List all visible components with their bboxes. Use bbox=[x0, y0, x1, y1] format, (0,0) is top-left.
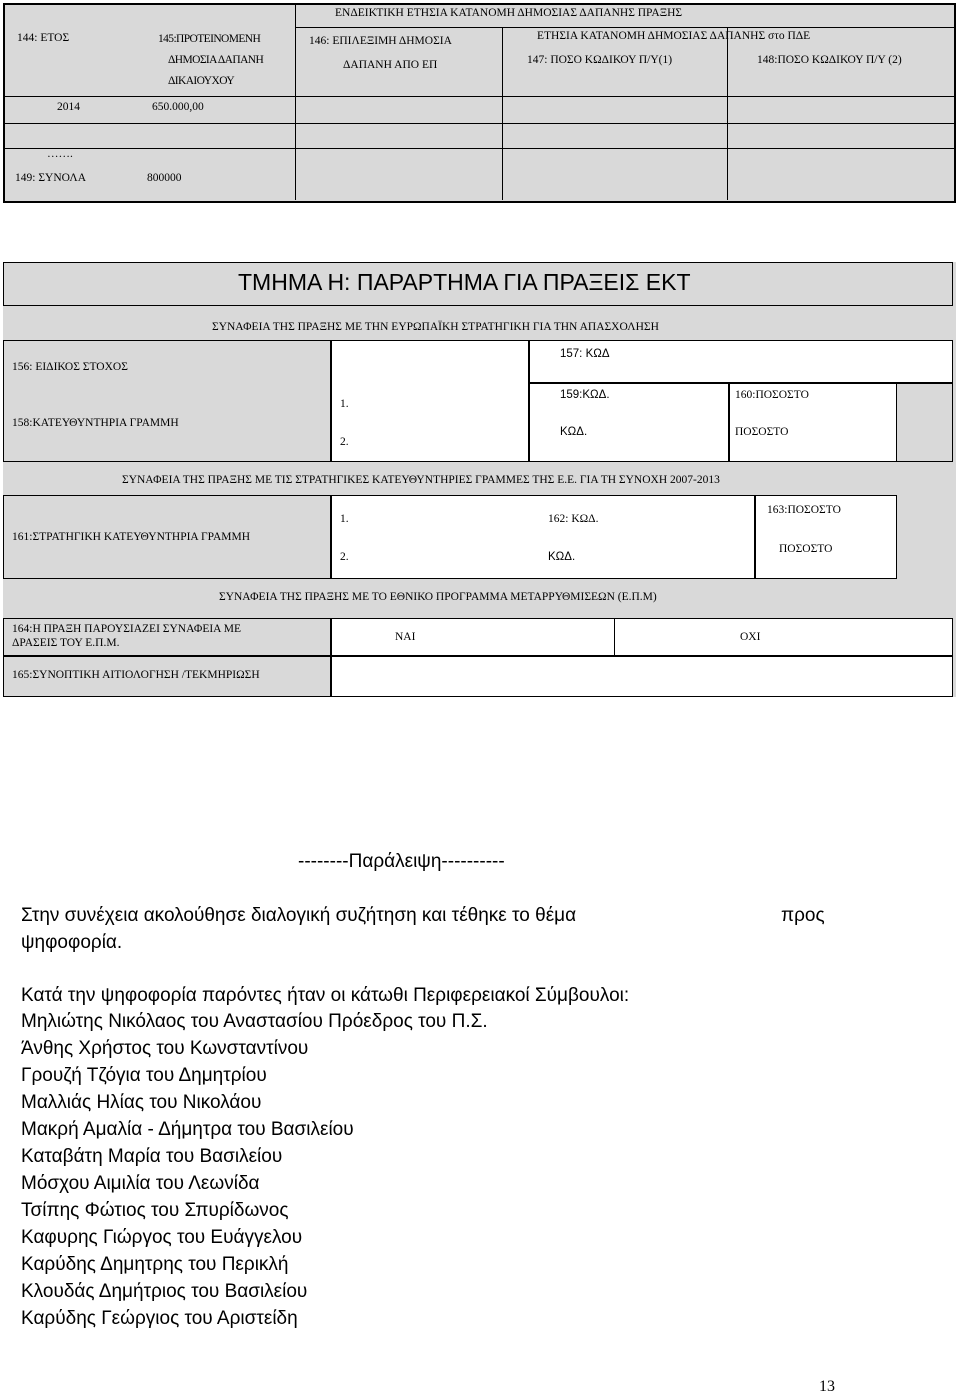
col-146-line-2: ΔΑΠΑΝΗ ΑΠΟ ΕΠ bbox=[343, 59, 438, 71]
paragraph-2: Κατά την ψηφοφορία παρόντες ήταν οι κάτωθι Περιφερειακοί Σύμβουλοι: bbox=[21, 985, 630, 1006]
row-amount-cell: 650.000,00 bbox=[152, 101, 204, 113]
field-165-label: 165:ΣΥΝΟΠΤΙΚΗ ΑΙΤΙΟΛΟΓΗΣΗ /ΤΕΚΜΗΡΙΩΣΗ bbox=[12, 669, 260, 681]
annual-allocation-title: ΕΝΔΕΙΚΤΙΚΗ ΕΤΗΣΙΑ ΚΑΤΑΝΟΜΗ ΔΗΜΟΣΙΑΣ ΔΑΠΑΝΗΣ ΠΡΑΞΗΣ bbox=[335, 7, 683, 19]
field-165-entry[interactable] bbox=[331, 656, 953, 697]
col-147-header: 147: ΠΟΣΟ ΚΩΔΙΚΟΥ Π/Υ(1) bbox=[527, 54, 673, 66]
member-item: Μόσχου Αιμιλία του Λεωνίδα bbox=[21, 1173, 260, 1194]
field-163-label: 163:ΠΟΣΟΣΤΟ bbox=[767, 504, 841, 516]
member-item: Κλουδάς Δημήτριος του Βασιλείου bbox=[21, 1281, 308, 1302]
col-145-line-2: ΔΗΜΟΣΙΑ ΔΑΠΑΝΗ bbox=[168, 54, 264, 66]
field-161-label: 161:ΣΤΡΑΤΗΓΙΚΗ ΚΑΤΕΥΘΥΝΤΗΡΙΑ ΓΡΑΜΜΗ bbox=[12, 531, 251, 543]
member-item: Καφυρης Γιώργος του Ευάγγελου bbox=[21, 1227, 303, 1248]
field-156-label: 156: ΕΙΔΙΚΟΣ ΣΤΟΧΟΣ bbox=[12, 361, 128, 373]
col-148-header: 148:ΠΟΣΟ ΚΩΔΙΚΟΥ Π/Υ (2) bbox=[757, 54, 902, 66]
field-164-label bbox=[12, 622, 241, 650]
member-item: Γρουζή Τζόγια του Δημητρίου bbox=[21, 1065, 267, 1086]
field-159-entry[interactable] bbox=[529, 383, 729, 462]
member-item: Μαλλιάς Ηλίας του Νικολάου bbox=[21, 1092, 262, 1113]
section-title: ΤΜΗΜΑ Η: ΠΑΡΑΡΤΗΜΑ ΓΙΑ ΠΡΑΞΕΙΣ ΕΚΤ bbox=[238, 269, 691, 295]
paragraph-1-line-2: ψηφοφορία. bbox=[21, 932, 123, 953]
field-162-label: 162: ΚΩΔ. bbox=[548, 513, 599, 525]
eu-strategy-header: ΣΥΝΑΦΕΙΑ ΤΗΣ ΠΡΑΞΗΣ ΜΕ ΤΗΝ ΕΥΡΩΠΑΪΚΗ ΣΤΡΑΤΗΓΙΚΗ ΓΙΑ ΤΗΝ ΑΠΑΣΧΟΛΗΣΗ bbox=[212, 321, 659, 333]
paragraph-1-line-1: Στην συνέχεια ακολούθησε διαλογική συζήτηση και τέθηκε το θέμα bbox=[21, 905, 577, 926]
annual-allocation-pde-header: ΕΤΗΣΙΑ ΚΑΤΑΝΟΜΗ ΔΗΜΟΣΙΑΣ ΔΑΠΑΝΗΣ στο ΠΔΕ bbox=[537, 30, 811, 42]
member-item: Καταβάτη Μαρία του Βασιλείου bbox=[21, 1146, 283, 1167]
member-item: Τσίπης Φώτιος του Σπυρίδωνος bbox=[21, 1200, 289, 1221]
col-145-line-3: ΔΙΚΑΙΟΥΧΟΥ bbox=[168, 75, 235, 87]
member-item: Άνθης Χρήστος του Κωνσταντίνου bbox=[21, 1038, 309, 1059]
field-160-label: 160:ΠΟΣΟΣΤΟ bbox=[735, 389, 809, 401]
item-1-number-161: 1. bbox=[340, 513, 349, 525]
member-item: Μηλιώτης Νικόλαος του Αναστασίου Πρόεδρος του Π.Σ. bbox=[21, 1011, 488, 1032]
field-158-entry[interactable] bbox=[331, 340, 529, 462]
field-161-entry[interactable] bbox=[331, 495, 755, 579]
row-year-cell: 2014 bbox=[57, 101, 80, 113]
yes-option[interactable]: ΝΑΙ bbox=[395, 631, 416, 643]
field-156-158-cell bbox=[3, 340, 331, 462]
row-dots-cell: ……. bbox=[47, 148, 73, 160]
member-item: Καρύδης Γεώργιος του Αριστείδη bbox=[21, 1308, 298, 1329]
item-2-number: 2. bbox=[340, 436, 349, 448]
page-number: 13 bbox=[819, 1378, 835, 1395]
field-158-label: 158:ΚΑΤΕΥΘΥΝΤΗΡΙΑ ΓΡΑΜΜΗ bbox=[12, 417, 179, 429]
pososto-label-2: ΠΟΣΟΣΤΟ bbox=[779, 543, 833, 555]
item-2-number-161: 2. bbox=[340, 551, 349, 563]
col-146-line-1: 146: ΕΠΙΛΕΞΙΜΗ ΔΗΜΟΣΙΑ bbox=[309, 35, 452, 47]
total-label: 149: ΣΥΝΟΛΑ bbox=[15, 172, 87, 184]
member-item: Καρύδης Δημητρης του Περικλή bbox=[21, 1254, 289, 1275]
field-164-answer-box bbox=[331, 618, 953, 656]
item-1-number: 1. bbox=[340, 398, 349, 410]
kod-label-1: ΚΩΔ. bbox=[560, 426, 588, 438]
col-144-year-header: 144: ΕΤΟΣ bbox=[17, 32, 70, 44]
field-164-line-1: 164:Η ΠΡΑΞΗ ΠΑΡΟΥΣΙΑΖΕΙ ΣΥΝΑΦΕΙΑ ΜΕ bbox=[12, 623, 241, 635]
pososto-label-1: ΠΟΣΟΣΤΟ bbox=[735, 426, 789, 438]
national-program-header: ΣΥΝΑΦΕΙΑ ΤΗΣ ΠΡΑΞΗΣ ΜΕ ΤΟ ΕΘΝΙΚΟ ΠΡΟΓΡΑΜΜΑ ΜΕΤΑΡΡΥΘΜΙΣΕΩΝ (Ε.Π.Μ) bbox=[219, 591, 657, 603]
council-members-list bbox=[21, 1008, 488, 1332]
no-option[interactable]: ΟΧΙ bbox=[740, 631, 761, 643]
total-value: 800000 bbox=[147, 172, 182, 184]
annual-allocation-table bbox=[3, 3, 956, 203]
field-164-line-2: ΔΡΑΣΕΙΣ ΤΟΥ Ε.Π.Μ. bbox=[12, 637, 120, 649]
omission-marker: --------Παράλειψη---------- bbox=[298, 851, 505, 872]
col-146-header bbox=[309, 29, 452, 77]
field-157-label: 157: ΚΩΔ bbox=[560, 348, 610, 360]
esf-annex-table bbox=[3, 262, 956, 697]
member-item: Μακρή Αμαλία - Δήμητρα του Βασιλείου bbox=[21, 1119, 354, 1140]
kod-label-2: ΚΩΔ. bbox=[548, 551, 576, 563]
field-159-label: 159:ΚΩΔ. bbox=[560, 389, 610, 401]
paragraph-1-word: προς bbox=[781, 905, 825, 926]
col-145-header bbox=[158, 29, 263, 92]
col-145-line-1: 145:ΠΡΟΤΕΙΝΟΜΕΝΗ bbox=[158, 33, 261, 45]
cohesion-header: ΣΥΝΑΦΕΙΑ ΤΗΣ ΠΡΑΞΗΣ ΜΕ ΤΙΣ ΣΤΡΑΤΗΓΙΚΕΣ ΚΑΤΕΥΘΥΝΤΗΡΙΕΣ ΓΡΑΜΜΕΣ ΤΗΣ Ε.Ε. ΓΙΑ ΤΗ ΣΥΝΟΧΗ 2007-2013 bbox=[122, 474, 720, 486]
